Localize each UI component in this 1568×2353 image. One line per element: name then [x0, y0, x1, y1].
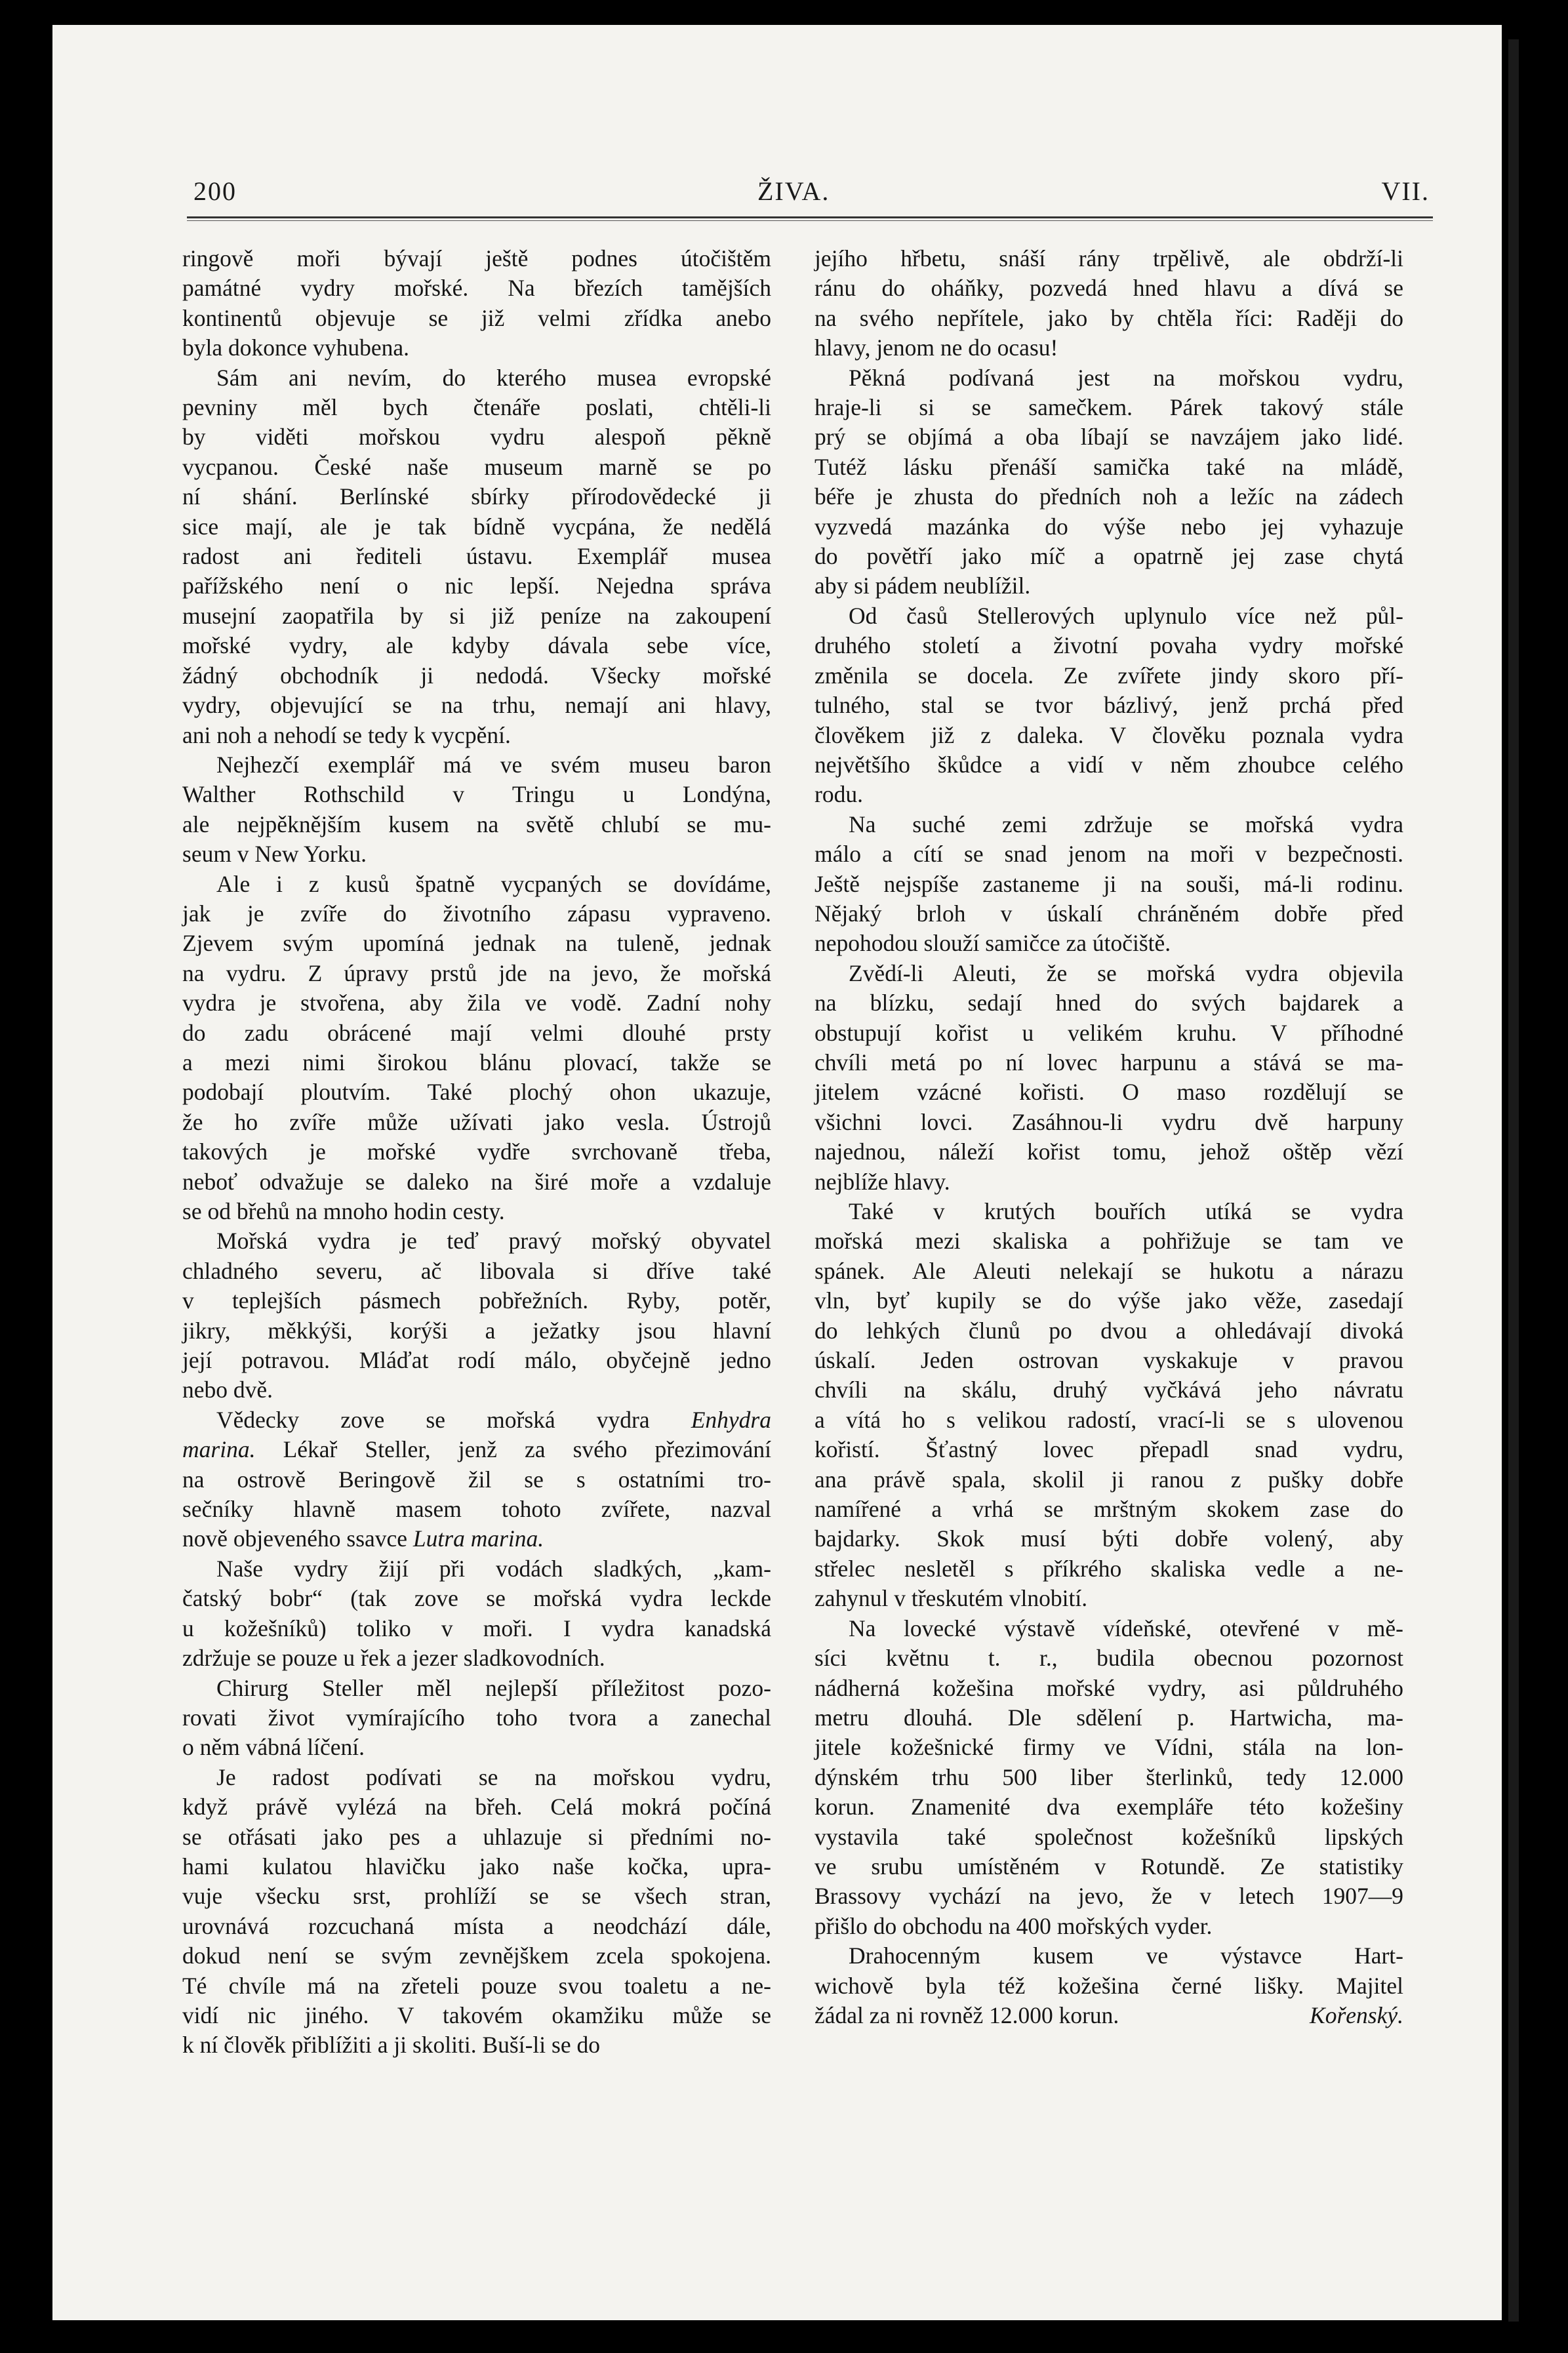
text-line: chladného severu, ač libovala si dříve také [182, 1257, 771, 1284]
text-line: vycpanou. České naše museum marně se po [182, 453, 771, 480]
text-line: obstupují kořist u velikém kruhu. V příhodné [814, 1019, 1403, 1046]
text-line: Také v krutých bouřích utíká se vydra [849, 1198, 1403, 1224]
text-line: do zadu obrácené mají velmi dlouhé prsty [182, 1019, 771, 1046]
text-line: bajdarky. Skok musí býti dobře volený, aby [814, 1525, 1403, 1552]
paragraph [814, 601, 1403, 810]
text-line: do lehkých člunů po dvou a ohledávají divoká [814, 1317, 1403, 1344]
text-line: ringově moři bývají ještě podnes útočištěm [182, 245, 771, 272]
text-line: nejblíže hlavy. [814, 1168, 950, 1195]
text-line: Na lovecké výstavě vídeňské, otevřené v mě- [849, 1615, 1403, 1641]
text-line: korun. Znamenité dva exempláře této kožešiny [814, 1794, 1403, 1820]
text-line: žádal za ni rovněž 12.000 korun. Kořenský. [814, 2001, 1403, 2030]
text-line: nádherná kožešina mořské vydry, asi půldruhého [814, 1674, 1403, 1701]
text-line: nově objeveného ssavce Lutra marina. [182, 1525, 544, 1552]
scan-edge [1508, 39, 1519, 2322]
text-line: Chirurg Steller měl nejlepší příležitost pozo- [216, 1674, 771, 1701]
text-line: béře je zhusta do předních noh a ležíc na zádech [814, 483, 1403, 510]
text-line: Drahocenným kusem ve výstavce Hart- [849, 1942, 1403, 1969]
right-column [814, 244, 1403, 2030]
text-line: aby si pádem neublížil. [814, 573, 1031, 599]
text-line: Vědecky zove se mořská vydra Enhydra [216, 1406, 771, 1433]
text-line: přišlo do obchodu na 400 mořských vyder. [814, 1912, 1213, 1939]
text-line: jikry, měkkýši, korýši a ježatky jsou hlavní [182, 1317, 771, 1344]
text-line: a vítá ho s velikou radostí, vrací-li se s ulovenou [814, 1406, 1403, 1433]
text-line: ale nejpěknějším kusem na světě chlubí se mu- [182, 811, 771, 837]
paragraph [182, 363, 771, 750]
text-line: jejího hřbetu, snáší rány trpělivě, ale obdrží-li [814, 245, 1403, 272]
text-line: zahynul v třeskutém vlnobití. [814, 1585, 1088, 1612]
text-line: se od břehů na mnoho hodin cesty. [182, 1198, 505, 1224]
journal-title: ŽIVA. [757, 176, 830, 206]
text-line: rovati život vymírajícího toho tvora a zanechal [182, 1704, 771, 1731]
text-line: Ještě nejspíše zastaneme ji na souši, má-li rodinu. [814, 870, 1403, 897]
text-line: vln, byť kupily se do výše jako věže, zasedají [814, 1287, 1403, 1314]
text-line: na svého nepřítele, jako by chtěla říci: Raději do [814, 304, 1403, 331]
text-line: málo a cítí se snad jenom na moři v bezpečnosti. [814, 841, 1403, 868]
text-line: kontinentů objevuje se již velmi zřídka anebo [182, 304, 771, 331]
text-line: na blízku, sedají hned do svých bajdarek a [814, 990, 1403, 1016]
text-line: hami kulatou hlavičku jako naše kočka, upra- [182, 1853, 771, 1880]
text-line: chvíli na skálu, druhý vyčkává jeho návratu [814, 1377, 1403, 1403]
text-line: čatský bobr“ (tak zove se mořská vydra leckde [182, 1585, 771, 1612]
text-line: vyzvedá mazánka do výše nebo jej vyhazuje [814, 513, 1403, 540]
text-line: musejní zaopatřila by si již peníze na zakoupení [182, 602, 771, 629]
text-line: na ostrově Beringově žil se s ostatními tro- [182, 1466, 771, 1493]
text-line: ní shání. Berlínské sbírky přírodovědecké ji [182, 483, 771, 510]
text-line: nepohodou slouží samičce za útočiště. [814, 930, 1171, 957]
text-line: radost ani řediteli ústavu. Exemplář musea [182, 543, 771, 570]
text-line: člověkem již z daleka. V člověku poznala vydra [814, 721, 1403, 748]
paragraph [814, 244, 1403, 363]
text-line: vidí nic jiného. V takovém okamžiku může se [182, 2001, 771, 2028]
text-line: jitele kožešnické firmy ve Vídni, stála na lon- [814, 1734, 1403, 1761]
text-line: že ho zvíře může užívati jako vesla. Ústrojů [182, 1108, 771, 1135]
paragraph [182, 1226, 771, 1405]
paragraph [182, 1763, 771, 2061]
text-line: takových je mořské vydře svrchovaně třeba, [182, 1138, 771, 1165]
text-line: na vydru. Z úpravy prstů jde na jevo, že mořská [182, 959, 771, 986]
text-line: namířené a vrhá se mrštným skokem zase do [814, 1496, 1403, 1523]
text-line: nebo dvě. [182, 1377, 273, 1403]
text-line: sečníky hlavně masem tohoto zvířete, nazval [182, 1496, 771, 1523]
text-line: žádný obchodník ji nedodá. Všecky mořské [182, 662, 771, 689]
text-line: Nějaký brloh v úskalí chráněném dobře před [814, 900, 1403, 927]
text-line: Brassovy vychází na jevo, že v letech 1907—9 [814, 1883, 1403, 1910]
text-line: všichni lovci. Zasáhnou-li vydru dvě harpuny [814, 1108, 1403, 1135]
text-line: spánek. Ale Aleuti nelekají se hukotu a nárazu [814, 1257, 1403, 1284]
text-line: by viděti mořskou vydru alespoň pěkně [182, 424, 771, 451]
text-line: v teplejších pásmech pobřežních. Ryby, potěr, [182, 1287, 771, 1314]
text-line: druhého století a životní povaha vydry mořské [814, 632, 1403, 659]
text-line: tulného, stal se tvor bázlivý, jenž prchá před [814, 692, 1403, 719]
paragraph [182, 750, 771, 870]
text-line: najednou, náleží kořist tomu, jehož oštěp vězí [814, 1138, 1403, 1165]
text-line: dokud není se svým zevnějškem zcela spokojena. [182, 1942, 771, 1969]
text-line: o něm vábná líčení. [182, 1734, 365, 1761]
text-line: Ale i z kusů špatně vycpaných se dovídáme, [216, 870, 771, 897]
running-header [193, 176, 1430, 209]
text-line: Sám ani nevím, do kterého musea evropské [216, 364, 771, 391]
text-line: prý se objímá a oba líbají se navzájem jako lidé. [814, 424, 1403, 451]
text-line: památné vydry mořské. Na březích tamějších [182, 275, 771, 302]
text-line: ani noh a nehodí se tedy k vycpění. [182, 721, 511, 748]
text-line: vystavila také společnost kožešníků lipských [814, 1823, 1403, 1850]
text-line: neboť odvažuje se daleko na širé moře a vzdaluje [182, 1168, 771, 1195]
page-number: 200 [193, 176, 237, 206]
text-line: marina. Lékař Steller, jenž za svého přezimování [182, 1436, 771, 1463]
text-line: vydry, objevující se na trhu, nemají ani hlavy, [182, 692, 771, 719]
text-line: u kožešníků) toliko v moři. I vydra kanadská [182, 1615, 771, 1641]
text-line: Tutéž lásku přenáší samička také na mládě, [814, 453, 1403, 480]
text-line: Je radost podívati se na mořskou vydru, [216, 1763, 771, 1790]
text-line: ve srubu umístěném v Rotundě. Ze statistiky [814, 1853, 1403, 1880]
text-line: podobají ploutvím. Také plochý ohon ukazuje, [182, 1079, 771, 1106]
paragraph [814, 959, 1403, 1197]
text-line: Té chvíle má na zřeteli pouze svou toaletu a ne- [182, 1972, 771, 1999]
text-line: Mořská vydra je teď pravý mořský obyvatel [216, 1228, 771, 1255]
text-line: vydra je stvořena, aby žila ve vodě. Zadní nohy [182, 990, 771, 1016]
text-line: chvíli metá po ní lovec harpunu a stává se ma- [814, 1049, 1403, 1076]
text-line: a mezi nimi širokou blánu plovací, takže se [182, 1049, 771, 1076]
text-line: sice mají, ale je tak bídně vycpána, že nedělá [182, 513, 771, 540]
text-line: byla dokonce vyhubena. [182, 334, 410, 361]
text-line: mořská mezi skaliska a pohřižuje se tam ve [814, 1228, 1403, 1255]
text-line: seum v New Yorku. [182, 841, 367, 868]
text-line: Naše vydry žijí při vodách sladkých, „kam- [216, 1555, 771, 1582]
text-line: když právě vylézá na břeh. Celá mokrá počíná [182, 1794, 771, 1820]
paragraph [814, 810, 1403, 959]
text-line: úskalí. Jeden ostrovan vyskakuje v pravou [814, 1347, 1403, 1374]
text-line: zdržuje se pouze u řek a jezer sladkovodních. [182, 1645, 605, 1672]
paragraph [182, 244, 771, 363]
text-line: pevniny měl bych čtenáře poslati, chtěli-li [182, 394, 771, 421]
text-line: urovnává rozcuchaná místa a neodchází dále, [182, 1912, 771, 1939]
text-line: ránu do oháňky, pozvedá hned hlavu a dívá se [814, 275, 1403, 302]
text-line: síci květnu t. r., budila obecnou pozornost [814, 1645, 1403, 1672]
text-line: Nejhezčí exemplář má ve svém museu baron [216, 751, 771, 778]
text-line: ana právě spala, skolil ji ranou z pušky dobře [814, 1466, 1403, 1493]
text-line: pařížského není o nic lepší. Nejedna správa [182, 573, 771, 599]
left-column [182, 244, 771, 2061]
text-line: Walther Rothschild v Tringu u Londýna, [182, 781, 771, 808]
text-line: hraje-li si se samečkem. Párek takový stále [814, 394, 1403, 421]
text-line: hlavy, jenom ne do ocasu! [814, 334, 1058, 361]
paragraph [182, 1405, 771, 1554]
paragraph [182, 1554, 771, 1674]
text-line: kořistí. Šťastný lovec přepadl snad vydru, [814, 1436, 1403, 1463]
paragraph [814, 1197, 1403, 1614]
text-line: jitelem vzácné kořisti. O maso rozdělují se [814, 1079, 1403, 1106]
text-line: rodu. [814, 781, 863, 808]
paragraph [814, 1941, 1403, 2030]
volume-number: VII. [1381, 176, 1430, 206]
header-rule [187, 216, 1433, 221]
text-line: jak je zvíře do životního zápasu vypraveno. [182, 900, 771, 927]
text-line: vuje všecku srst, prohlíží se se všech stran, [182, 1883, 771, 1910]
text-line: metru dlouhá. Dle sdělení p. Hartwicha, ma- [814, 1704, 1403, 1731]
text-line: Zjevem svým upomíná jednak na tuleně, jednak [182, 930, 771, 957]
paragraph [182, 870, 771, 1227]
text-line: Od časů Stellerových uplynulo více než půl- [849, 602, 1403, 629]
paragraph [814, 1614, 1403, 1941]
text-line: se otřásati jako pes a uhlazuje si předními no- [182, 1823, 771, 1850]
text-line: k ní člověk přiblížiti a ji skoliti. Buší-li se do [182, 2032, 600, 2059]
text-line: změnila se docela. Ze zvířete jindy skoro pří- [814, 662, 1403, 689]
text-line: mořské vydry, ale kdyby dávala sebe více, [182, 632, 771, 659]
text-line: Pěkná podívaná jest na mořskou vydru, [849, 364, 1403, 391]
paragraph [182, 1674, 771, 1763]
author-signature: Kořenský. [1310, 2001, 1403, 2028]
text-line: dýnském trhu 500 liber šterlinků, tedy 12.000 [814, 1763, 1403, 1790]
text-line: její potravou. Mláďat rodí málo, obyčejně jedno [182, 1347, 771, 1374]
text-line: wichově byla též kožešina černé lišky. Majitel [814, 1972, 1403, 1999]
text-line: Na suché zemi zdržuje se mořská vydra [849, 811, 1403, 837]
text-line: Zvědí-li Aleuti, že se mořská vydra objevila [849, 959, 1403, 986]
text-line: největšího škůdce a vidí v něm zhoubce celého [814, 751, 1403, 778]
text-line: do povětří jako míč a opatrně jej zase chytá [814, 543, 1403, 570]
paragraph [814, 363, 1403, 601]
text-line: střelec nesletěl s příkrého skaliska vedle a ne- [814, 1555, 1403, 1582]
